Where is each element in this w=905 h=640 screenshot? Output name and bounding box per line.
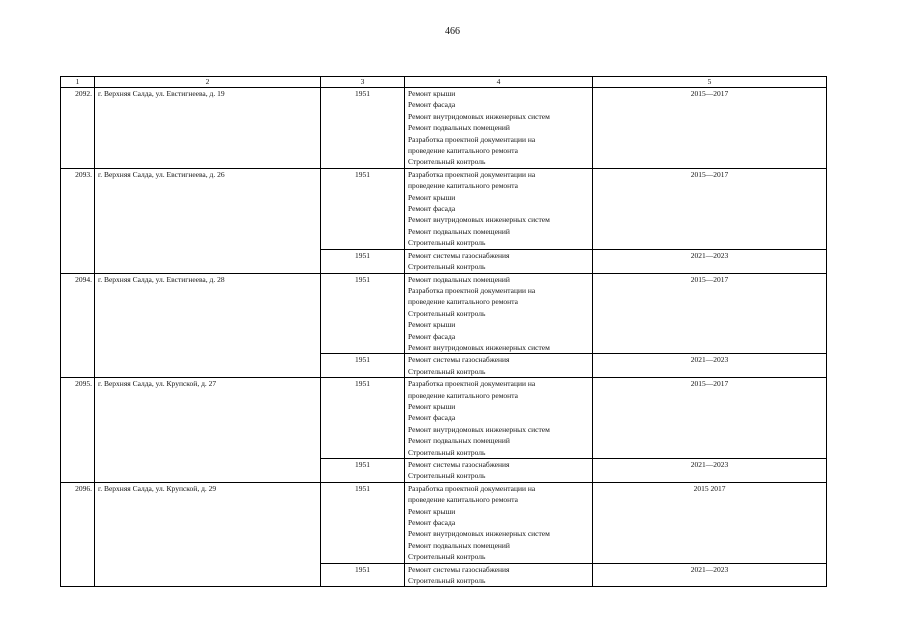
work-item: Ремонт системы газоснабжения xyxy=(408,250,510,260)
work-item: Разработка проектной документации на xyxy=(408,285,536,295)
address-cell: г. Верхняя Салда, ул. Крупской, д. 27 xyxy=(95,378,321,483)
work-item: Ремонт подвальных помещений xyxy=(408,436,510,446)
period-cell: 2015—2017 xyxy=(593,378,827,459)
table-row xyxy=(61,378,827,459)
row-number: 2096. xyxy=(61,482,95,587)
period-cell: 2021—2023 xyxy=(593,249,827,273)
column-number-3: 3 xyxy=(321,77,405,88)
period-cell: 2015—2017 xyxy=(593,168,827,249)
table-row xyxy=(61,273,827,354)
work-item: проведение капитального ремонта xyxy=(408,146,518,156)
work-item: Строительный контроль xyxy=(408,308,486,318)
table-body xyxy=(61,77,827,587)
address-cell: г. Верхняя Салда, ул. Евстигнеева, д. 26 xyxy=(95,168,321,273)
year-cell: 1951 xyxy=(321,459,405,483)
work-item: Ремонт подвальных помещений xyxy=(408,540,510,550)
work-item: Ремонт фасада xyxy=(408,100,456,110)
work-item: Ремонт внутридомовых инженерных систем xyxy=(408,111,550,121)
work-item: Ремонт фасада xyxy=(408,413,456,423)
works-cell xyxy=(405,168,593,249)
work-item: Ремонт фасада xyxy=(408,331,456,341)
year-cell: 1951 xyxy=(321,249,405,273)
address-cell: г. Верхняя Салда, ул. Крупской, д. 29 xyxy=(95,482,321,587)
work-item: Строительный контроль xyxy=(408,262,486,272)
works-cell xyxy=(405,482,593,563)
row-number: 2093. xyxy=(61,168,95,273)
work-item: проведение капитального ремонта xyxy=(408,297,518,307)
work-item: Ремонт крыши xyxy=(408,320,456,330)
period-cell: 2021—2023 xyxy=(593,354,827,378)
work-item: Разработка проектной документации на xyxy=(408,483,536,493)
year-cell: 1951 xyxy=(321,378,405,459)
works-cell xyxy=(405,563,593,587)
work-item: Ремонт подвальных помещений xyxy=(408,274,510,284)
row-number: 2092. xyxy=(61,88,95,169)
work-item: Строительный контроль xyxy=(408,157,486,167)
work-item: Разработка проектной документации на xyxy=(408,169,536,179)
period-cell: 2015—2017 xyxy=(593,273,827,354)
work-item: Строительный контроль xyxy=(408,471,486,481)
year-cell: 1951 xyxy=(321,88,405,169)
column-number-5: 5 xyxy=(593,77,827,88)
work-item: Ремонт внутридомовых инженерных систем xyxy=(408,529,550,539)
year-cell: 1951 xyxy=(321,563,405,587)
work-item: Ремонт системы газоснабжения xyxy=(408,355,510,365)
work-item: Ремонт крыши xyxy=(408,401,456,411)
work-item: проведение капитального ремонта xyxy=(408,181,518,191)
work-item: Ремонт крыши xyxy=(408,89,456,98)
work-item: Строительный контроль xyxy=(408,576,486,586)
works-cell xyxy=(405,273,593,354)
work-item: Строительный контроль xyxy=(408,447,486,457)
column-number-2: 2 xyxy=(95,77,321,88)
address-cell: г. Верхняя Салда, ул. Евстигнеева, д. 19 xyxy=(95,88,321,169)
works-cell xyxy=(405,88,593,169)
table-row xyxy=(61,482,827,563)
year-cell: 1951 xyxy=(321,482,405,563)
work-item: Разработка проектной документации на xyxy=(408,379,536,389)
work-item: Ремонт подвальных помещений xyxy=(408,226,510,236)
column-number-4: 4 xyxy=(405,77,593,88)
work-item: Ремонт внутридомовых инженерных систем xyxy=(408,215,550,225)
work-item: Ремонт внутридомовых инженерных систем xyxy=(408,342,550,352)
works-cell xyxy=(405,354,593,378)
work-item: Ремонт фасада xyxy=(408,518,456,528)
year-cell: 1951 xyxy=(321,273,405,354)
work-item: проведение капитального ремонта xyxy=(408,390,518,400)
work-item: Ремонт системы газоснабжения xyxy=(408,460,510,469)
work-item: Строительный контроль xyxy=(408,366,486,376)
address-cell: г. Верхняя Салда, ул. Евстигнеева, д. 28 xyxy=(95,273,321,378)
period-cell: 2021—2023 xyxy=(593,459,827,483)
row-number: 2095. xyxy=(61,378,95,483)
work-item: проведение капитального ремонта xyxy=(408,495,518,505)
work-item: Разработка проектной документации на xyxy=(408,134,536,144)
work-item: Строительный контроль xyxy=(408,552,486,562)
year-cell: 1951 xyxy=(321,168,405,249)
row-number: 2094. xyxy=(61,273,95,378)
work-item: Ремонт подвальных помещений xyxy=(408,123,510,133)
table-row xyxy=(61,168,827,249)
capital-repair-table xyxy=(60,76,827,587)
table-row xyxy=(61,88,827,169)
works-cell xyxy=(405,459,593,483)
work-item: Строительный контроль xyxy=(408,238,486,248)
period-cell: 2015—2017 xyxy=(593,88,827,169)
period-cell: 2021—2023 xyxy=(593,563,827,587)
page-number: 466 xyxy=(445,26,460,37)
work-item: Ремонт системы газоснабжения xyxy=(408,564,510,574)
work-item: Ремонт фасада xyxy=(408,204,456,214)
year-cell: 1951 xyxy=(321,354,405,378)
work-item: Ремонт внутридомовых инженерных систем xyxy=(408,424,550,434)
work-item: Ремонт крыши xyxy=(408,192,456,202)
period-cell: 2015 2017 xyxy=(593,482,827,563)
works-cell xyxy=(405,378,593,459)
work-item: Ремонт крыши xyxy=(408,506,456,516)
column-number-row xyxy=(61,77,827,88)
column-number-1: 1 xyxy=(61,77,95,88)
works-cell xyxy=(405,249,593,273)
